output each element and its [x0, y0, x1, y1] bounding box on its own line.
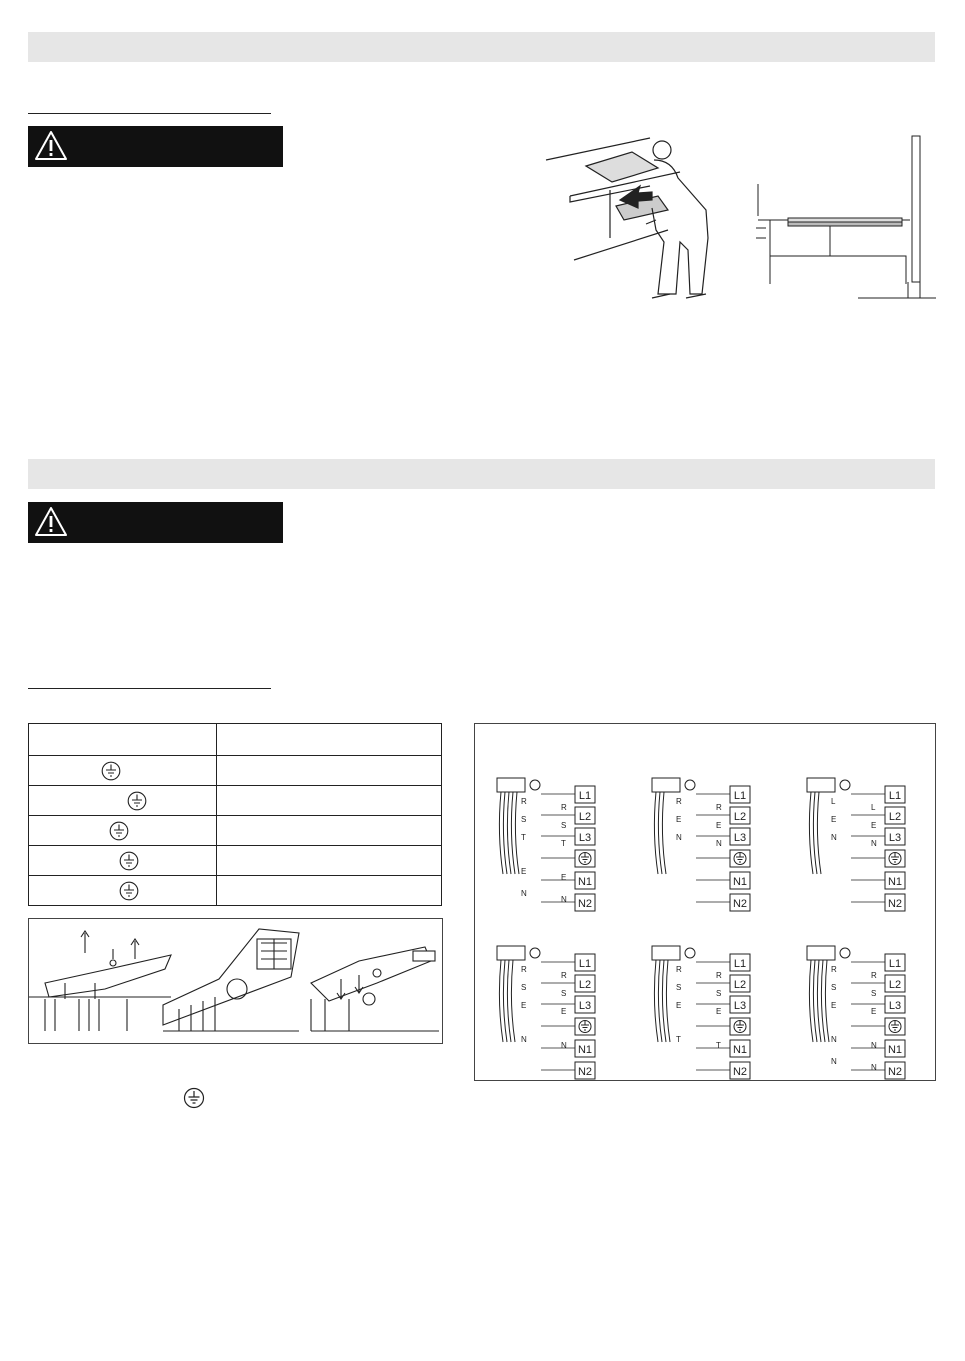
- wire: [503, 792, 507, 874]
- wire-label: N: [561, 1041, 567, 1050]
- wiring-diagram: [497, 778, 595, 911]
- wire-label: E: [716, 821, 722, 830]
- wire-label: E: [716, 1007, 722, 1016]
- wire: [666, 960, 670, 1042]
- terminal-label: L1: [733, 790, 747, 802]
- wire-label: N: [521, 1035, 527, 1044]
- table-row: [29, 786, 442, 816]
- wire-label: L: [871, 803, 876, 812]
- wiring-diagrams: [475, 724, 935, 1080]
- wire: [654, 792, 658, 874]
- wire-label: T: [561, 839, 566, 848]
- wire: [507, 792, 511, 874]
- wire-label: R: [831, 965, 837, 974]
- subsection-rule: [28, 113, 271, 114]
- wire: [658, 792, 662, 874]
- wiring-diagrams-box: [474, 723, 936, 1081]
- cable-clamp: [807, 778, 835, 792]
- wire: [817, 960, 821, 1042]
- table-header-row: [29, 724, 442, 756]
- wire-label: R: [676, 965, 682, 974]
- wire-label: R: [561, 803, 567, 812]
- wire: [658, 960, 662, 1042]
- terminal-label: N1: [732, 1044, 748, 1056]
- wire-label: E: [561, 873, 567, 882]
- wire-label: S: [716, 989, 722, 998]
- wire-label: T: [716, 1041, 721, 1050]
- wire-label: S: [561, 989, 567, 998]
- wire-label: N: [831, 833, 837, 842]
- ground-symbol-icon: [109, 821, 129, 844]
- wire: [809, 792, 813, 874]
- terminal-label: L2: [733, 979, 747, 991]
- wire-label: S: [521, 983, 527, 992]
- terminal-label: L3: [888, 832, 902, 844]
- wire: [662, 792, 666, 874]
- wire-label: E: [676, 815, 682, 824]
- wire: [511, 792, 515, 874]
- ground-symbol-icon: [127, 791, 147, 814]
- wire-label: N: [871, 839, 877, 848]
- terminal-label: L3: [733, 832, 747, 844]
- cable-clamp: [497, 946, 525, 960]
- wire: [662, 960, 666, 1042]
- wire-label: E: [831, 1001, 837, 1010]
- terminal-label: N1: [887, 1044, 903, 1056]
- cable-clamp: [497, 778, 525, 792]
- terminal-label: N1: [577, 1044, 593, 1056]
- screw-icon: [840, 948, 850, 958]
- screw-icon: [530, 780, 540, 790]
- terminal-label: N2: [577, 898, 593, 910]
- cable-clamp: [652, 778, 680, 792]
- wire: [499, 792, 503, 874]
- terminal-label: L2: [888, 811, 902, 823]
- terminal-block-figures: [28, 918, 443, 1044]
- wire-label: E: [521, 1001, 527, 1010]
- wire-label: R: [521, 965, 527, 974]
- wiring-diagram: [497, 946, 595, 1079]
- wire-label: E: [831, 815, 837, 824]
- wire-label: S: [521, 815, 527, 824]
- terminal-label: L2: [578, 811, 592, 823]
- wire-label: E: [871, 821, 877, 830]
- terminal-label: N1: [577, 876, 593, 888]
- ground-symbol-icon: [119, 881, 139, 904]
- wire: [511, 960, 515, 1042]
- wire-label: S: [676, 983, 682, 992]
- terminal-label: L2: [733, 811, 747, 823]
- warning-triangle-icon: [34, 130, 68, 162]
- wire: [503, 960, 507, 1042]
- terminal-label: N2: [732, 1066, 748, 1078]
- cable-clamp: [807, 946, 835, 960]
- table-row: [29, 846, 442, 876]
- terminal-label: N2: [887, 898, 903, 910]
- subsection-rule: [28, 688, 271, 689]
- wire-label: N: [561, 895, 567, 904]
- wiring-diagram: [652, 778, 750, 911]
- wire-label: R: [716, 971, 722, 980]
- wire-label: S: [561, 821, 567, 830]
- table-row: [29, 816, 442, 846]
- wire: [817, 792, 821, 874]
- wire-label: N: [831, 1035, 837, 1044]
- warning-banner: [28, 126, 283, 167]
- ground-symbol-icon: [119, 851, 139, 874]
- wire-label: E: [676, 1001, 682, 1010]
- wire-label: R: [871, 971, 877, 980]
- wire: [813, 792, 817, 874]
- cable-clamp: [652, 946, 680, 960]
- wire-label: E: [871, 1007, 877, 1016]
- terminal-label: N2: [732, 898, 748, 910]
- hob-installation-illustration: [540, 130, 720, 305]
- wire-label: T: [676, 1035, 681, 1044]
- wire-label: S: [871, 989, 877, 998]
- terminal-label: N2: [887, 1066, 903, 1078]
- wiring-diagram: [807, 946, 905, 1079]
- wire-label: N: [871, 1041, 877, 1050]
- section-header-bar: [28, 32, 935, 62]
- terminal-label: L1: [888, 790, 902, 802]
- wire-label: N: [521, 889, 527, 898]
- warning-triangle-icon: [34, 506, 68, 538]
- wire: [507, 960, 511, 1042]
- wire-label: R: [716, 803, 722, 812]
- terminal-label: L3: [578, 1000, 592, 1012]
- terminal-label: L3: [888, 1000, 902, 1012]
- wire-label: R: [561, 971, 567, 980]
- terminal-label: L2: [578, 979, 592, 991]
- wire: [813, 960, 817, 1042]
- wiring-diagram: [807, 778, 905, 911]
- wire-label: E: [561, 1007, 567, 1016]
- wire-label: R: [521, 797, 527, 806]
- wire-label: N: [831, 1057, 837, 1066]
- table-row: [29, 876, 442, 906]
- ground-symbol-icon: [101, 761, 121, 784]
- wire: [515, 792, 519, 874]
- wire: [809, 960, 813, 1042]
- clearance-diagram: [748, 130, 938, 305]
- screw-icon: [685, 948, 695, 958]
- terminal-label: N1: [732, 876, 748, 888]
- terminal-label: L1: [888, 958, 902, 970]
- wire: [821, 960, 825, 1042]
- screw-icon: [840, 780, 850, 790]
- wire: [654, 960, 658, 1042]
- wire-label: N: [716, 839, 722, 848]
- screw-icon: [530, 948, 540, 958]
- terminal-label: L1: [578, 790, 592, 802]
- wire-label: L: [831, 797, 836, 806]
- wiring-diagram: [652, 946, 750, 1079]
- connection-table: [28, 723, 442, 906]
- wire: [825, 960, 829, 1042]
- terminal-label: L3: [578, 832, 592, 844]
- terminal-label: L1: [733, 958, 747, 970]
- wire-label: E: [521, 867, 527, 876]
- ground-symbol-icon: [183, 1087, 205, 1109]
- wire-label: N: [871, 1063, 877, 1072]
- table-row: [29, 756, 442, 786]
- terminal-label: N1: [887, 876, 903, 888]
- terminal-label: L2: [888, 979, 902, 991]
- wire-label: R: [676, 797, 682, 806]
- screw-icon: [685, 780, 695, 790]
- terminal-cover-removal-illustration: [29, 919, 442, 1043]
- wire: [499, 960, 503, 1042]
- wire-label: N: [676, 833, 682, 842]
- wire-label: T: [521, 833, 526, 842]
- terminal-label: L1: [578, 958, 592, 970]
- warning-banner: [28, 502, 283, 543]
- terminal-label: N2: [577, 1066, 593, 1078]
- section-header-bar: [28, 459, 935, 489]
- wire-label: S: [831, 983, 837, 992]
- terminal-label: L3: [733, 1000, 747, 1012]
